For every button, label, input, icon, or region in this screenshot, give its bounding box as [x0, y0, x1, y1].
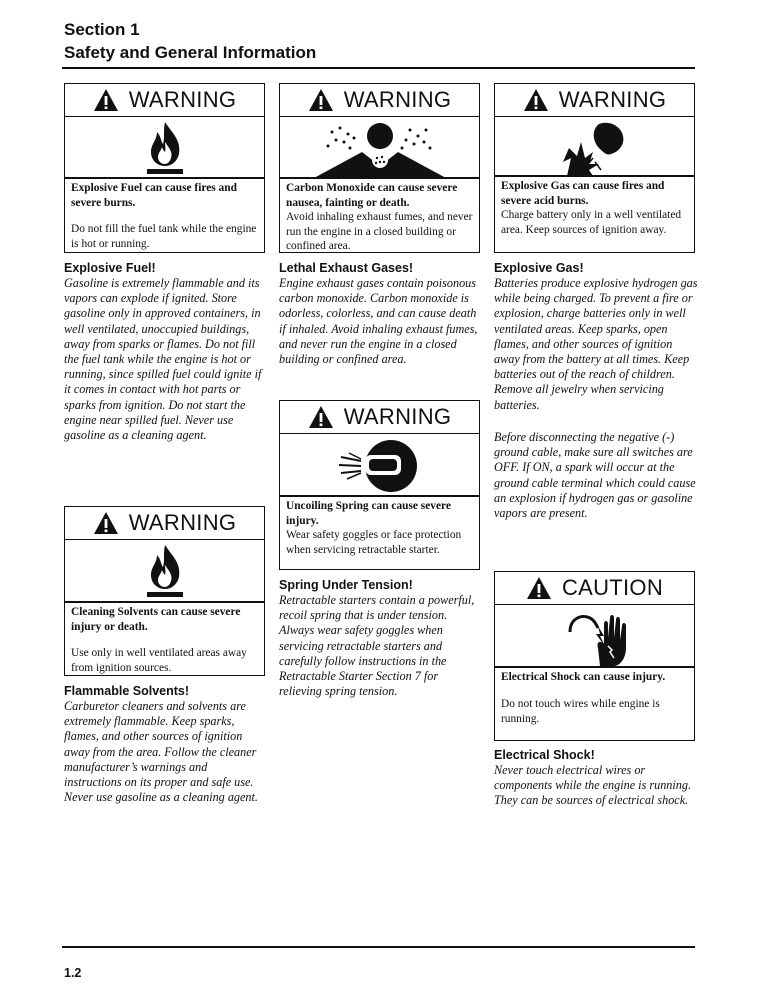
signal-word: WARNING	[343, 87, 452, 112]
signal-word: WARNING	[128, 87, 237, 112]
page-number: 1.2	[64, 966, 82, 980]
label-hazard: Uncoiling Spring can cause severe injury.	[286, 500, 451, 527]
label-hazard: Explosive Fuel can cause fires and severe burns.	[71, 182, 237, 209]
warning-triangle-icon	[308, 405, 334, 429]
label-hazard: Cleaning Solvents can cause severe injury or death.	[71, 606, 241, 633]
signal-word: WARNING	[128, 510, 237, 535]
explosive-gas-body-2: Before disconnecting the negative (-) ground cable, make sure all switches are OFF. If ON, a spark will occur at the ground cable terminal which could cause an explosion if hydrogen gas or gasoline vapors are present.	[494, 430, 696, 521]
label-hazard: Carbon Monoxide can cause severe nausea, fainting or death.	[286, 182, 458, 209]
battery-explosion-icon	[555, 118, 635, 176]
label-hazard: Electrical Shock can cause injury.	[501, 671, 666, 683]
label-instruction: Do not fill the fuel tank while the engine is hot or running.	[71, 223, 257, 250]
warning-label-co	[279, 83, 480, 253]
electrical-shock-heading: Electrical Shock!	[494, 748, 595, 762]
warning-triangle-icon	[93, 511, 119, 535]
warning-triangle-icon	[308, 88, 334, 112]
warning-triangle-icon	[93, 88, 119, 112]
warning-label-fuel	[64, 83, 265, 253]
lethal-exhaust-body: Engine exhaust gases contain poisonous carbon monoxide. Carbon monoxide is odorless, colorless, and can cause death if inhaled. Avoid inhaling exhaust fumes, and never run the engine in a closed building or confined area.	[279, 276, 478, 367]
electric-shock-hand-icon	[560, 608, 630, 666]
signal-word: WARNING	[558, 87, 667, 112]
header-rule	[62, 67, 695, 69]
flammable-solvents-body: Carburetor cleaners and solvents are extremely flammable. Keep sparks, flames, and other sources of ignition away from the area. Follow the cleaner manufacturer’s warnings and instructions on its proper and safe use. Never use gasoline as a cleaning agent.	[64, 699, 258, 805]
signal-word: CAUTION	[561, 575, 664, 600]
section-title: Safety and General Information	[64, 43, 317, 62]
section-header	[64, 18, 316, 64]
fire-icon	[143, 543, 187, 599]
warning-label-spring	[279, 400, 480, 570]
safety-goggles-icon	[335, 437, 425, 495]
warning-triangle-icon	[526, 576, 552, 600]
footer-rule	[62, 946, 695, 948]
label-instruction: Charge battery only in a well ventilated area. Keep sources of ignition away.	[501, 209, 682, 236]
caution-label-shock	[494, 571, 695, 741]
spring-tension-heading: Spring Under Tension!	[279, 578, 413, 592]
label-instruction: Wear safety goggles or face protection when servicing retractable starter.	[286, 529, 462, 556]
electrical-shock-body: Never touch electrical wires or components while the engine is running. They can be sources of electrical shock.	[494, 763, 692, 808]
exhaust-fumes-icon	[310, 118, 450, 178]
warning-label-gas	[494, 83, 695, 253]
label-hazard: Explosive Gas can cause fires and severe acid burns.	[501, 180, 665, 207]
fire-icon	[143, 120, 187, 176]
warning-triangle-icon	[523, 88, 549, 112]
lethal-exhaust-heading: Lethal Exhaust Gases!	[279, 261, 414, 275]
spring-tension-body: Retractable starters contain a powerful, recoil spring that is under tension. Always wear safety goggles when servicing retractable starters and carefully follow instructions in the Retractable Starter Section 7 for relieving spring tension.	[279, 593, 475, 699]
signal-word: WARNING	[343, 404, 452, 429]
label-instruction: Use only in well ventilated areas away from ignition sources.	[71, 647, 247, 674]
explosive-gas-heading: Explosive Gas!	[494, 261, 584, 275]
flammable-solvents-heading: Flammable Solvents!	[64, 684, 190, 698]
explosive-fuel-heading: Explosive Fuel!	[64, 261, 156, 275]
warning-label-solvent	[64, 506, 265, 676]
explosive-gas-body: Batteries produce explosive hydrogen gas while being charged. To prevent a fire or explosion, charge batteries only in well ventilated areas. Keep sparks, open flames, and other sources of ignition away from the battery at all times. Keep batteries out of the reach of children. Remove all jewelry when servicing batteries.	[494, 276, 698, 412]
label-instruction: Do not touch wires while engine is running.	[501, 698, 660, 725]
section-number: Section 1	[64, 20, 140, 39]
label-instruction: Avoid inhaling exhaust fumes, and never run the engine in a closed building or confined area.	[286, 211, 473, 252]
explosive-fuel-body: Gasoline is extremely flammable and its vapors can explode if ignited. Store gasoline only in approved containers, in well ventilated, unoccupied buildings, away from sparks or flames. Do not fill the fuel tank while the engine is hot or running, since spilled fuel could ignite if it comes in contact with hot parts or sparks from ignition. Do not start the engine near spilled fuel. Never use gasoline as a cleaning agent.	[64, 276, 262, 443]
